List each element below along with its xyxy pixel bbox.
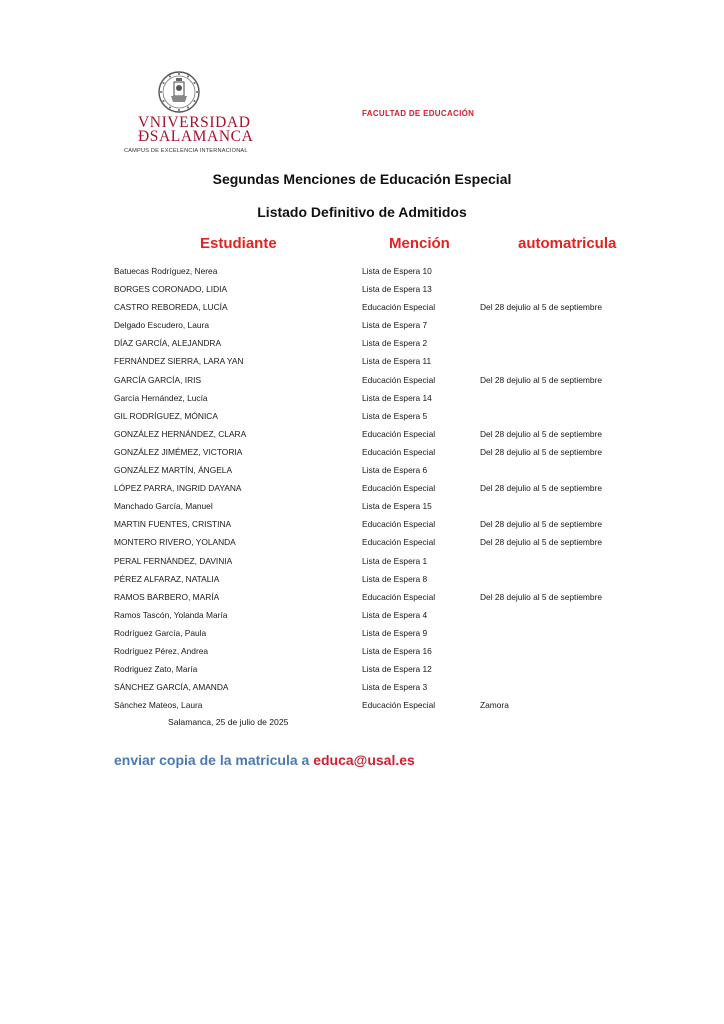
mention-value: Educación Especial xyxy=(362,483,436,494)
table-row xyxy=(114,354,634,372)
document-title: Segundas Menciones de Educación Especial xyxy=(212,171,512,187)
mention-value: Educación Especial xyxy=(362,591,436,602)
table-row xyxy=(114,644,634,662)
student-name: RAMOS BARBERO, MARÍA xyxy=(114,591,220,602)
student-name: GIL RODRÍGUEZ, MÓNICA xyxy=(114,410,218,421)
mention-value: Lista de Espera 1 xyxy=(362,555,428,566)
automatricula-value: Del 28 dejulio al 5 de septiembre xyxy=(480,519,602,530)
student-name: MARTIN FUENTES, CRISTINA xyxy=(114,519,232,530)
mention-value: Lista de Espera 3 xyxy=(362,682,428,693)
table-row xyxy=(114,626,634,644)
student-name: Rodriguez Zato, María xyxy=(114,664,198,675)
student-name: Manchado García, Manuel xyxy=(114,501,213,512)
student-name: García Hernández, Lucía xyxy=(114,392,208,403)
student-name: CASTRO REBOREDA, LUCÍA xyxy=(114,302,228,313)
automatricula-value: Del 28 dejulio al 5 de septiembre xyxy=(480,428,602,439)
mention-value: Lista de Espera 8 xyxy=(362,573,428,584)
automatricula-value: Del 28 dejulio al 5 de septiembre xyxy=(480,302,602,313)
automatricula-value: Del 28 dejulio al 5 de septiembre xyxy=(480,374,602,385)
table-row xyxy=(114,409,634,427)
student-name: Delgado Escudero, Laura xyxy=(114,320,209,331)
student-name: PERAL FERNÁNDEZ, DAVINIA xyxy=(114,555,233,566)
mention-value: Lista de Espera 4 xyxy=(362,609,428,620)
table-row xyxy=(114,427,634,445)
document-subtitle: Listado Definitivo de Admitidos xyxy=(257,204,467,220)
automatricula-value: Zamora xyxy=(480,700,509,711)
table-row xyxy=(114,373,634,391)
table-row xyxy=(114,336,634,354)
mention-value: Lista de Espera 2 xyxy=(362,338,428,349)
mention-value: Educación Especial xyxy=(362,374,436,385)
student-name: DÍAZ GARCÍA, ALEJANDRA xyxy=(114,338,222,349)
admitted-list xyxy=(114,264,634,716)
mention-value: Lista de Espera 9 xyxy=(362,627,428,638)
student-name: BORGES CORONADO, LIDIA xyxy=(114,284,228,295)
student-name: Ramos Tascón, Yolanda María xyxy=(114,609,228,620)
logo-line-1: VNIVERSIDAD xyxy=(138,114,251,131)
table-row xyxy=(114,517,634,535)
table-row xyxy=(114,463,634,481)
mention-value: Lista de Espera 13 xyxy=(362,284,432,295)
mention-value: Lista de Espera 16 xyxy=(362,645,432,656)
table-row xyxy=(114,282,634,300)
table-row xyxy=(114,608,634,626)
footer-email-link[interactable]: educa@usal.es xyxy=(313,752,415,768)
student-name: GONZÁLEZ HERNÁNDEZ, CLARA xyxy=(114,428,247,439)
footer-note xyxy=(114,752,415,768)
faculty-name: FACULTAD DE EDUCACIÓN xyxy=(362,109,475,118)
table-row xyxy=(114,590,634,608)
mention-value: Lista de Espera 10 xyxy=(362,266,432,276)
mention-value: Lista de Espera 7 xyxy=(362,320,428,331)
table-row xyxy=(114,318,634,336)
table-row xyxy=(114,481,634,499)
logo-line-2: ÐSALAMANCA xyxy=(138,128,254,145)
mention-value: Lista de Espera 5 xyxy=(362,410,428,421)
mention-value: Lista de Espera 12 xyxy=(362,664,432,675)
automatricula-value: Del 28 dejulio al 5 de septiembre xyxy=(480,483,602,494)
student-name: PÉREZ ALFARAZ, NATALIA xyxy=(114,573,220,584)
table-row xyxy=(114,264,634,282)
student-name: Rodríguez García, Paula xyxy=(114,627,207,638)
table-row xyxy=(114,554,634,572)
footer-label: enviar copia de la matricula a xyxy=(114,752,314,768)
automatricula-value: Del 28 dejulio al 5 de septiembre xyxy=(480,537,602,548)
student-name: LÓPEZ PARRA, INGRID DAYANA xyxy=(114,483,242,494)
mention-value: Educación Especial xyxy=(362,537,436,548)
column-header-automatricula: automatricula xyxy=(518,235,617,252)
table-row xyxy=(114,662,634,680)
mention-value: Lista de Espera 6 xyxy=(362,465,428,476)
student-name: FERNÁNDEZ SIERRA, LARA YAN xyxy=(114,356,244,367)
student-name: Batuecas Rodríguez, Nerea xyxy=(114,266,218,276)
column-header-mention: Mención xyxy=(389,235,450,252)
column-header-student: Estudiante xyxy=(200,235,277,252)
automatricula-value: Del 28 dejulio al 5 de septiembre xyxy=(480,446,602,457)
student-name: SÁNCHEZ GARCÍA, AMANDA xyxy=(114,682,229,693)
mention-value: Educación Especial xyxy=(362,302,436,313)
mention-value: Lista de Espera 14 xyxy=(362,392,432,403)
automatricula-value: Del 28 dejulio al 5 de septiembre xyxy=(480,591,602,602)
student-name: GONZÁLEZ MARTÍN, ÁNGELA xyxy=(114,465,233,476)
table-row xyxy=(114,391,634,409)
logo-tagline: CAMPUS DE EXCELENCIA INTERNACIONAL xyxy=(124,148,248,154)
student-name: GONZÁLEZ JIMÉMEZ, VICTORIA xyxy=(114,446,243,457)
university-logo xyxy=(118,70,258,154)
mention-value: Educación Especial xyxy=(362,519,436,530)
table-row xyxy=(114,572,634,590)
mention-value: Lista de Espera 15 xyxy=(362,501,432,512)
table-row xyxy=(114,300,634,318)
mention-value: Lista de Espera 11 xyxy=(362,356,432,367)
table-row xyxy=(114,499,634,517)
date-line: Salamanca, 25 de julio de 2025 xyxy=(168,717,289,727)
student-name: Sánchez Mateos, Laura xyxy=(114,700,203,711)
table-row xyxy=(114,680,634,698)
university-seal-icon xyxy=(156,70,202,114)
student-name: GARCÍA GARCÍA, IRIS xyxy=(114,374,202,385)
student-name: MONTERO RIVERO, YOLANDA xyxy=(114,537,236,548)
mention-value: Educación Especial xyxy=(362,428,436,439)
table-row xyxy=(114,698,634,716)
table-row xyxy=(114,535,634,553)
table-row xyxy=(114,445,634,463)
mention-value: Educación Especial xyxy=(362,446,436,457)
mention-value: Educación Especial xyxy=(362,700,436,711)
student-name: Rodríguez Pérez, Andrea xyxy=(114,645,209,656)
